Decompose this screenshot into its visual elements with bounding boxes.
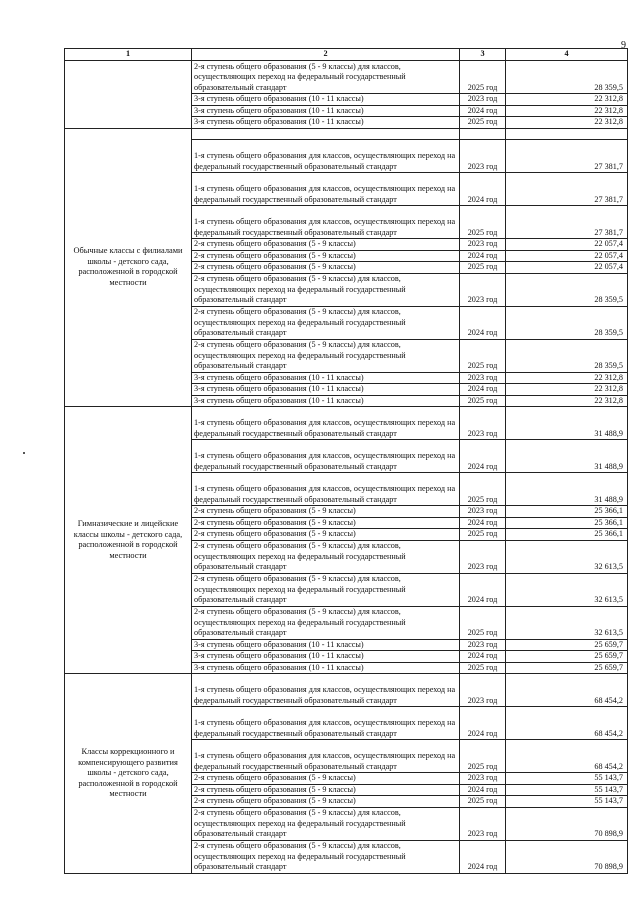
amount-cell: 27 381,7 [506,206,628,239]
education-level-cell: 3-я ступень общего образования (10 - 11 классы) [192,639,460,651]
year-cell: 2023 год [460,506,506,518]
education-level-cell: 2-я ступень общего образования (5 - 9 классы) [192,250,460,262]
amount-cell: 31 488,9 [506,407,628,440]
education-level-cell: 3-я ступень общего образования (10 - 11 классы) [192,105,460,117]
year-cell: 2023 год [460,372,506,384]
education-level-cell: 3-я ступень общего образования (10 - 11 классы) [192,651,460,663]
amount-cell: 55 143,7 [506,773,628,785]
education-level-cell: 1-я ступень общего образования для классов, осуществляющих переход на федеральный государственный образовательный стандарт [192,407,460,440]
amount-cell: 22 312,8 [506,105,628,117]
page-number: 9 [621,40,626,51]
education-level-cell: 1-я ступень общего образования для классов, осуществляющих переход на федеральный государственный образовательный стандарт [192,674,460,707]
amount-cell: 31 488,9 [506,440,628,473]
education-level-cell: 2-я ступень общего образования (5 - 9 классы) для классов, осуществляющих переход на федеральный государственный образовательный стандарт [192,606,460,639]
amount-cell: 31 488,9 [506,473,628,506]
amount-cell: 68 454,2 [506,740,628,773]
year-cell: 2023 год [460,94,506,106]
education-level-cell: 2-я ступень общего образования (5 - 9 классы) для классов, осуществляющих переход на федеральный государственный образовательный стандарт [192,540,460,573]
education-level-cell: 2-я ступень общего образования (5 - 9 классы) [192,784,460,796]
amount-cell: 22 312,8 [506,94,628,106]
year-cell: 2023 год [460,639,506,651]
education-level-cell: 1-я ступень общего образования для классов, осуществляющих переход на федеральный государственный образовательный стандарт [192,707,460,740]
header-col-2: 2 [192,49,460,61]
category-cell [65,61,192,129]
year-cell: 2025 год [460,662,506,674]
education-level-cell: 3-я ступень общего образования (10 - 11 классы) [192,372,460,384]
year-cell: 2024 год [460,384,506,396]
year-cell [460,128,506,140]
category-cell: Гимназические и лицейские классы школы - детского сада, расположенной в городской местности [65,407,192,674]
margin-mark [23,452,25,454]
education-level-cell: 1-я ступень общего образования для классов, осуществляющих переход на федеральный государственный образовательный стандарт [192,473,460,506]
table-row [65,61,628,94]
amount-cell: 70 898,9 [506,840,628,873]
amount-cell: 22 057,4 [506,262,628,274]
amount-cell: 32 613,5 [506,540,628,573]
education-level-cell: 3-я ступень общего образования (10 - 11 классы) [192,395,460,407]
education-level-cell: 1-я ступень общего образования для классов, осуществляющих переход на федеральный государственный образовательный стандарт [192,740,460,773]
year-cell: 2025 год [460,529,506,541]
amount-cell: 27 381,7 [506,173,628,206]
amount-cell: 22 057,4 [506,239,628,251]
amount-cell: 28 359,5 [506,273,628,306]
year-cell: 2024 год [460,784,506,796]
header-col-4: 4 [506,49,628,61]
education-level-cell: 2-я ступень общего образования (5 - 9 классы) [192,506,460,518]
table-row [65,128,628,140]
education-level-cell: 2-я ступень общего образования (5 - 9 классы) [192,262,460,274]
education-level-cell [192,128,460,140]
year-cell: 2023 год [460,273,506,306]
education-level-cell: 1-я ступень общего образования для классов, осуществляющих переход на федеральный государственный образовательный стандарт [192,440,460,473]
year-cell: 2023 год [460,773,506,785]
year-cell: 2024 год [460,173,506,206]
table-row [65,674,628,707]
amount-cell: 32 613,5 [506,606,628,639]
amount-cell: 70 898,9 [506,807,628,840]
year-cell: 2025 год [460,796,506,808]
year-cell: 2025 год [460,206,506,239]
year-cell: 2023 год [460,140,506,173]
amount-cell: 28 359,5 [506,61,628,94]
year-cell: 2025 год [460,395,506,407]
year-cell: 2024 год [460,517,506,529]
year-cell: 2025 год [460,473,506,506]
year-cell: 2024 год [460,573,506,606]
amount-cell [506,128,628,140]
education-level-cell: 2-я ступень общего образования (5 - 9 классы) [192,239,460,251]
amount-cell: 55 143,7 [506,784,628,796]
header-col-3: 3 [460,49,506,61]
header-row [65,49,628,61]
education-level-cell: 2-я ступень общего образования (5 - 9 классы) для классов, осуществляющих переход на федеральный государственный образовательный стандарт [192,61,460,94]
education-level-cell: 2-я ступень общего образования (5 - 9 классы) [192,529,460,541]
table-row [65,407,628,440]
year-cell: 2024 год [460,105,506,117]
amount-cell: 68 454,2 [506,707,628,740]
education-level-cell: 2-я ступень общего образования (5 - 9 классы) [192,796,460,808]
year-cell: 2024 год [460,440,506,473]
document-sheet [64,48,627,874]
education-level-cell: 2-я ступень общего образования (5 - 9 классы) для классов, осуществляющих переход на федеральный государственный образовательный стандарт [192,573,460,606]
education-level-cell: 2-я ступень общего образования (5 - 9 классы) для классов, осуществляющих переход на федеральный государственный образовательный стандарт [192,273,460,306]
year-cell: 2023 год [460,540,506,573]
education-level-cell: 3-я ступень общего образования (10 - 11 классы) [192,117,460,129]
year-cell: 2024 год [460,651,506,663]
education-level-cell: 1-я ступень общего образования для классов, осуществляющих переход на федеральный государственный образовательный стандарт [192,206,460,239]
amount-cell: 25 366,1 [506,529,628,541]
amount-cell: 22 057,4 [506,250,628,262]
year-cell: 2024 год [460,840,506,873]
education-level-cell: 3-я ступень общего образования (10 - 11 классы) [192,94,460,106]
amount-cell: 28 359,5 [506,306,628,339]
amount-cell: 22 312,8 [506,117,628,129]
header-col-1: 1 [65,49,192,61]
amount-cell: 22 312,8 [506,395,628,407]
year-cell: 2023 год [460,239,506,251]
education-level-cell: 2-я ступень общего образования (5 - 9 классы) для классов, осуществляющих переход на федеральный государственный образовательный стандарт [192,306,460,339]
amount-cell: 27 381,7 [506,140,628,173]
amount-cell: 25 659,7 [506,639,628,651]
category-cell: Обычные классы с филиалами школы - детского сада, расположенной в городской местности [65,128,192,407]
education-level-cell: 3-я ступень общего образования (10 - 11 классы) [192,384,460,396]
year-cell: 2025 год [460,339,506,372]
year-cell: 2024 год [460,306,506,339]
year-cell: 2024 год [460,707,506,740]
amount-cell: 22 312,8 [506,384,628,396]
category-cell: Классы коррекционного и компенсирующего развития школы - детского сада, расположенной в городской местности [65,674,192,874]
amount-cell: 32 613,5 [506,573,628,606]
education-level-cell: 2-я ступень общего образования (5 - 9 классы) [192,773,460,785]
year-cell: 2023 год [460,674,506,707]
year-cell: 2024 год [460,250,506,262]
amount-cell: 68 454,2 [506,674,628,707]
education-level-cell: 3-я ступень общего образования (10 - 11 классы) [192,662,460,674]
amount-cell: 55 143,7 [506,796,628,808]
education-level-cell: 1-я ступень общего образования для классов, осуществляющих переход на федеральный государственный образовательный стандарт [192,173,460,206]
education-level-cell: 2-я ступень общего образования (5 - 9 классы) для классов, осуществляющих переход на федеральный государственный образовательный стандарт [192,807,460,840]
amount-cell: 25 366,1 [506,506,628,518]
year-cell: 2023 год [460,407,506,440]
year-cell: 2023 год [460,807,506,840]
year-cell: 2025 год [460,606,506,639]
year-cell: 2025 год [460,262,506,274]
amount-cell: 25 659,7 [506,651,628,663]
education-level-cell: 2-я ступень общего образования (5 - 9 классы) для классов, осуществляющих переход на федеральный государственный образовательный стандарт [192,840,460,873]
amount-cell: 25 659,7 [506,662,628,674]
tariff-table [64,48,628,874]
table-body [65,61,628,874]
amount-cell: 22 312,8 [506,372,628,384]
amount-cell: 25 366,1 [506,517,628,529]
education-level-cell: 1-я ступень общего образования для классов, осуществляющих переход на федеральный государственный образовательный стандарт [192,140,460,173]
education-level-cell: 2-я ступень общего образования (5 - 9 классы) для классов, осуществляющих переход на федеральный государственный образовательный стандарт [192,339,460,372]
amount-cell: 28 359,5 [506,339,628,372]
year-cell: 2025 год [460,740,506,773]
year-cell: 2025 год [460,61,506,94]
education-level-cell: 2-я ступень общего образования (5 - 9 классы) [192,517,460,529]
year-cell: 2025 год [460,117,506,129]
